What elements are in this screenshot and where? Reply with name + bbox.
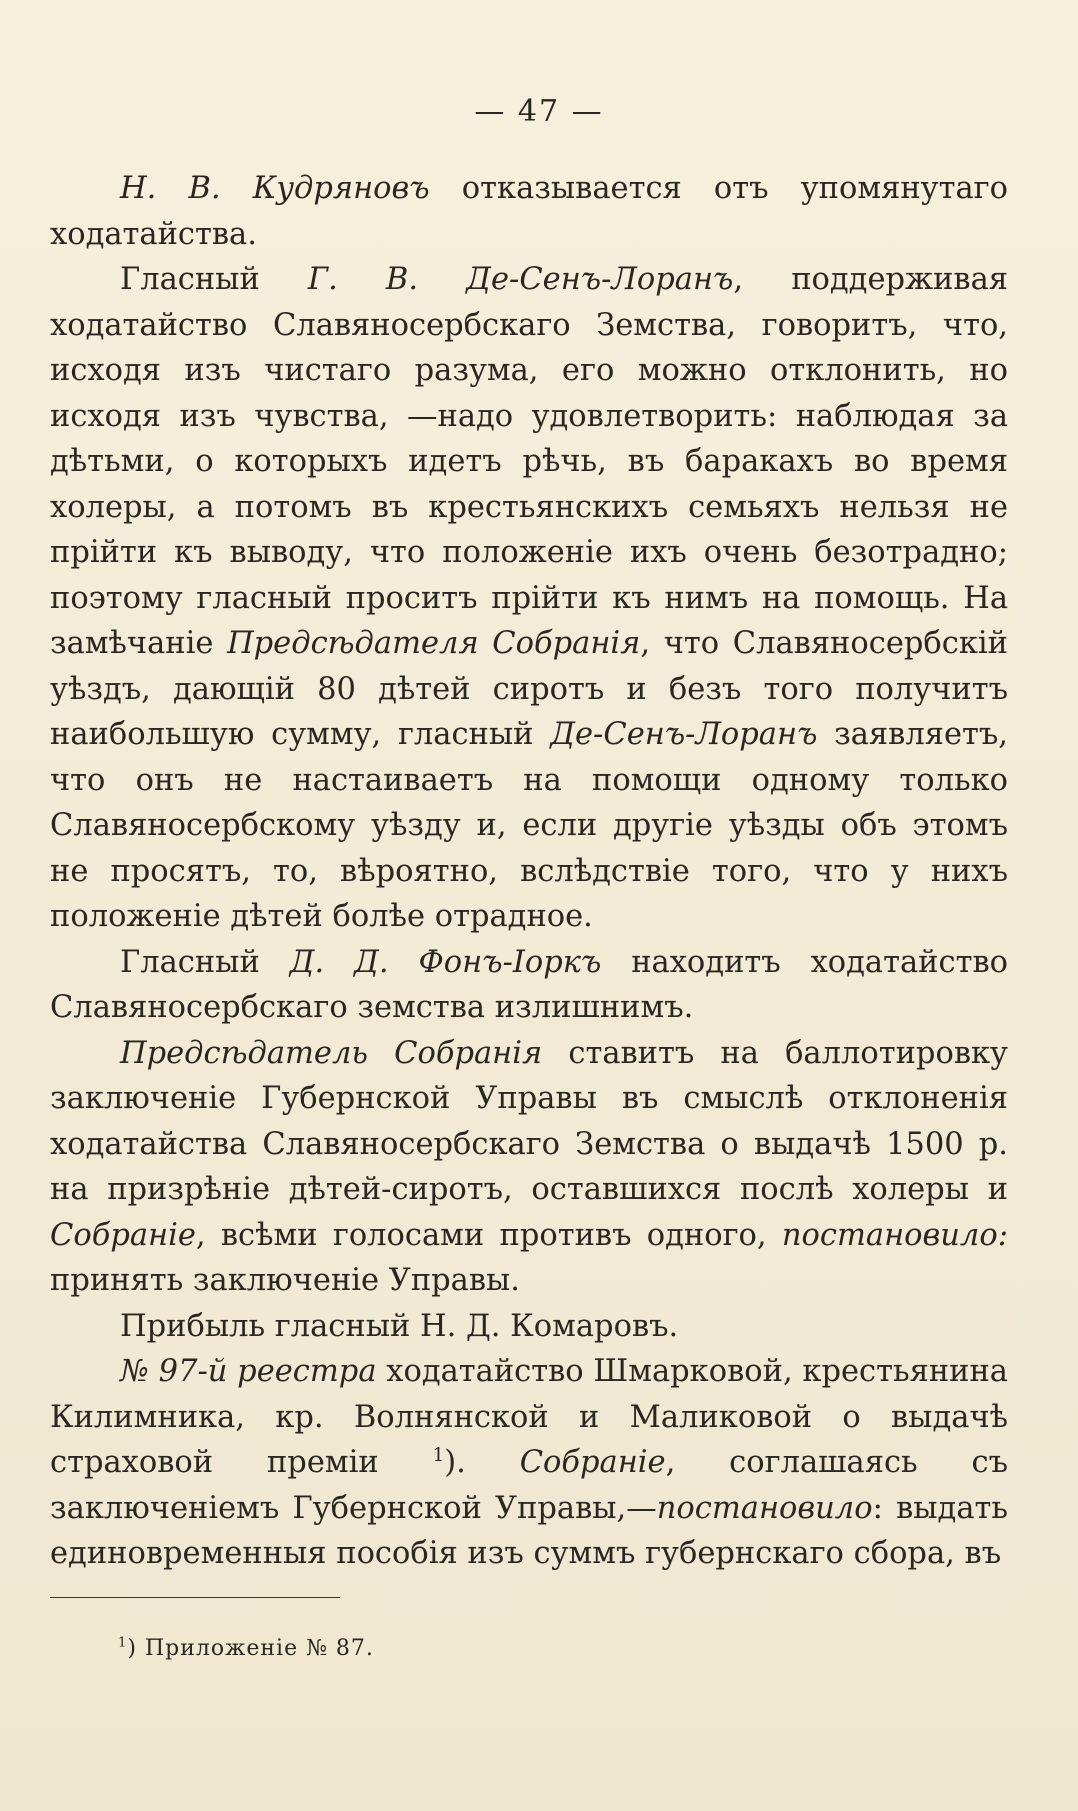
footnote-divider [50, 1597, 340, 1598]
text-segment: , поддерживая ходатайство Славяносербскаго Земства, говоритъ, что, исходя изъ чистаго разума, его можно отклонить, но исходя изъ чувства, —надо удовлетворить: наблюдая за дѣтьми, о которыхъ идетъ рѣчь, въ баракахъ во время холеры, а потомъ въ крестьянскихъ семьяхъ нельзя не прійти къ выводу, что положеніе ихъ очень безотрадно; поэтому гласный проситъ прійти къ нимъ на помощь. На замѣчаніе [50, 262, 1009, 661]
italic-text: Н. В. Кудряновъ [120, 171, 430, 206]
text-segment: , что Славяносербскій уѣздъ, дающій 80 дѣтей сиротъ и безъ того получитъ наибольшую сумму, гласный [50, 626, 1008, 752]
italic-text: Предсѣдатель Собранія [120, 1035, 543, 1071]
footnote-mark: 1 [118, 1635, 128, 1651]
text-segment: отказывается отъ упомянутаго ходатайства. [50, 171, 1009, 252]
footnote-text: ) Приложеніе № 87. [127, 1636, 374, 1661]
italic-text: постановило: [781, 1217, 1008, 1253]
footnote-ref: 1 [432, 1444, 445, 1466]
text-segment: Гласный [120, 944, 290, 980]
text-segment: : выдать единовременныя пособія изъ суммъ губернскаго сбора, въ [50, 1490, 1008, 1571]
text-segment: ставитъ на баллотировку заключеніе Губернской Управы въ смыслѣ отклоненія ходатайства Славяносербскаго Земства о выдачѣ 1500 р. на призрѣніе дѣтей-сиротъ, оставшихся послѣ холеры и [50, 1035, 1008, 1207]
text-segment: ходатайство Шмарковой, крестьянина Килимника, кр. Волнянской и Маликовой о выдачѣ страховой преміи [50, 1354, 1008, 1480]
italic-text: Г. В. Де-Сенъ-Лоранъ [307, 262, 734, 297]
text-segment: , соглашаясь съ заключеніемъ Губернской Управы,— [50, 1445, 1008, 1526]
italic-text: Д. Д. Фонъ-Іоркъ [289, 944, 602, 980]
paragraph [50, 940, 1008, 1031]
paragraph [50, 1349, 1008, 1577]
italic-text: постановило [656, 1490, 873, 1526]
paragraph [50, 166, 1008, 257]
page-number: — 47 — [474, 94, 604, 129]
paragraph [50, 257, 1008, 940]
italic-text: Предсѣдателя Собранія [227, 626, 641, 661]
paragraph [50, 1031, 1008, 1304]
body-text [50, 166, 1008, 1577]
text-segment: находитъ ходатайство Славяносербскаго земства излишнимъ. [50, 944, 1008, 1025]
text-segment: принять заключеніе Управы. [50, 1263, 520, 1298]
italic-text: № 97-й реестра [120, 1354, 377, 1389]
text-segment: Прибыль гласный Н. Д. Комаровъ. [120, 1308, 679, 1344]
text-segment: Гласный [120, 262, 308, 297]
italic-text: Собраніе [50, 1217, 196, 1253]
text-segment: , всѣми голосами противъ одного, [195, 1217, 782, 1253]
text-segment: ). [444, 1445, 520, 1480]
text-segment: заявляетъ, что онъ не настаиваетъ на помощи одному только Славяносербскому уѣзду и, если другіе уѣзды объ этомъ не просятъ, то, вѣроятно, вслѣдствіе того, что у нихъ положеніе дѣтей болѣе отрадное. [50, 717, 1008, 934]
italic-text: Собраніе [519, 1445, 666, 1480]
paragraph [50, 1304, 1008, 1350]
italic-text: Де-Сенъ-Лоранъ [550, 717, 818, 752]
footnote [118, 1636, 374, 1661]
